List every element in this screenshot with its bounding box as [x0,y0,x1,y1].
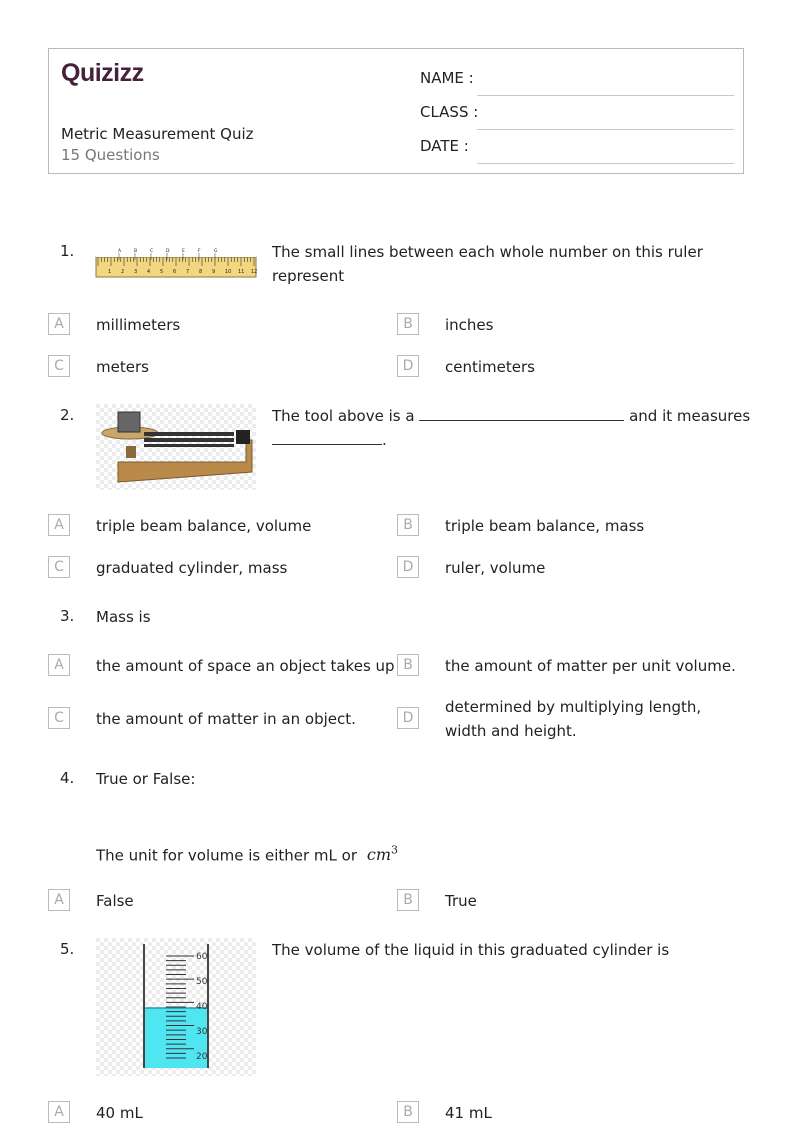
ruler-letter: F [198,249,201,254]
option-text[interactable]: 40 mL [96,1104,143,1122]
ruler-number: 3 [134,269,138,275]
ruler-number: 6 [173,269,177,275]
option-text[interactable]: meters [96,358,149,376]
option-letter[interactable]: B [397,889,419,911]
answer-blank [272,430,382,445]
ruler-number: 7 [186,269,190,275]
option-letter[interactable]: A [48,1101,70,1123]
question-number: 4. [60,769,75,787]
question-number: 3. [60,607,75,625]
option-letter[interactable]: D [397,707,419,729]
math-expression [362,845,398,864]
option-text[interactable]: graduated cylinder, mass [96,559,288,577]
option-text[interactable]: the amount of space an object takes up [96,657,395,675]
question-number: 5. [60,940,75,958]
question-text-part: The unit for volume is either mL or [96,846,358,865]
ruler-letter: G [214,249,218,254]
option-letter[interactable]: D [397,556,419,578]
question-text [272,404,752,452]
quizizz-logo: Quizizz [61,59,144,87]
option-text[interactable]: the amount of matter per unit volume. [445,657,736,675]
option-letter[interactable]: B [397,514,419,536]
name-field[interactable] [420,69,734,93]
option-text[interactable]: inches [445,316,494,334]
class-field[interactable] [420,103,734,127]
option-text[interactable]: centimeters [445,358,535,376]
option-letter[interactable]: C [48,355,70,377]
ruler-letter: D [166,249,170,254]
cylinder-label: 20 [196,1052,208,1062]
date-field[interactable] [420,137,734,161]
option-text[interactable]: 41 mL [445,1104,492,1122]
name-label: NAME : [420,69,474,87]
triple-beam-balance-image [96,404,256,490]
question-text: The volume of the liquid in this graduated cylinder is [272,941,670,959]
answer-blank [419,406,624,421]
ruler-number: 12 [251,269,258,275]
option-text[interactable]: the amount of matter in an object. [96,710,356,728]
math-base: cm [366,845,392,865]
option-letter[interactable]: B [397,313,419,335]
graduated-cylinder-image [96,938,256,1076]
question-number: 1. [60,242,75,260]
option-text[interactable]: ruler, volume [445,559,546,577]
ruler-letter: B [134,249,138,254]
option-text[interactable]: triple beam balance, mass [445,517,645,535]
option-letter[interactable]: C [48,556,70,578]
option-letter[interactable]: A [48,889,70,911]
ruler-letter: C [150,249,154,254]
question-count: 15 Questions [61,146,160,164]
cylinder-label: 40 [196,1002,208,1012]
ruler-number: 8 [199,269,203,275]
ruler-number: 4 [147,269,151,275]
option-text[interactable]: determined by multiplying length, width and height. [445,698,702,740]
option-text[interactable]: millimeters [96,316,181,334]
question-text: The small lines between each whole number on this ruler represent [272,243,703,285]
cylinder-label: 60 [196,952,208,962]
question-text-part: The tool above is a [272,407,415,425]
option-text[interactable]: True [445,892,477,910]
option-letter[interactable]: A [48,654,70,676]
option-letter[interactable]: B [397,654,419,676]
ruler-number: 9 [212,269,216,275]
cylinder-label: 50 [196,977,208,987]
date-label: DATE : [420,137,469,155]
quiz-header [48,48,744,174]
question-text-part: . [382,431,387,449]
ruler-number: 10 [225,269,232,275]
question-text: True or False: [96,770,196,788]
quiz-title: Metric Measurement Quiz [61,125,254,143]
question-text-2 [96,839,398,867]
question-text: Mass is [96,608,151,626]
option-text[interactable]: False [96,892,134,910]
option-text[interactable]: triple beam balance, volume [96,517,312,535]
option-letter[interactable]: C [48,707,70,729]
question-text-part: and it measures [629,407,751,425]
ruler-number: 1 [108,269,112,275]
ruler-number: 11 [238,269,245,275]
ruler-image [96,246,256,280]
option-letter[interactable]: A [48,313,70,335]
option-letter[interactable]: A [48,514,70,536]
ruler-letter: A [118,249,122,254]
ruler-number: 2 [121,269,125,275]
option-letter[interactable]: D [397,355,419,377]
class-label: CLASS : [420,103,479,121]
question-number: 2. [60,406,75,424]
cylinder-label: 30 [196,1027,208,1037]
ruler-letter: E [182,249,185,254]
ruler-number: 5 [160,269,164,275]
option-letter[interactable]: B [397,1101,419,1123]
math-exponent: 3 [391,844,399,857]
